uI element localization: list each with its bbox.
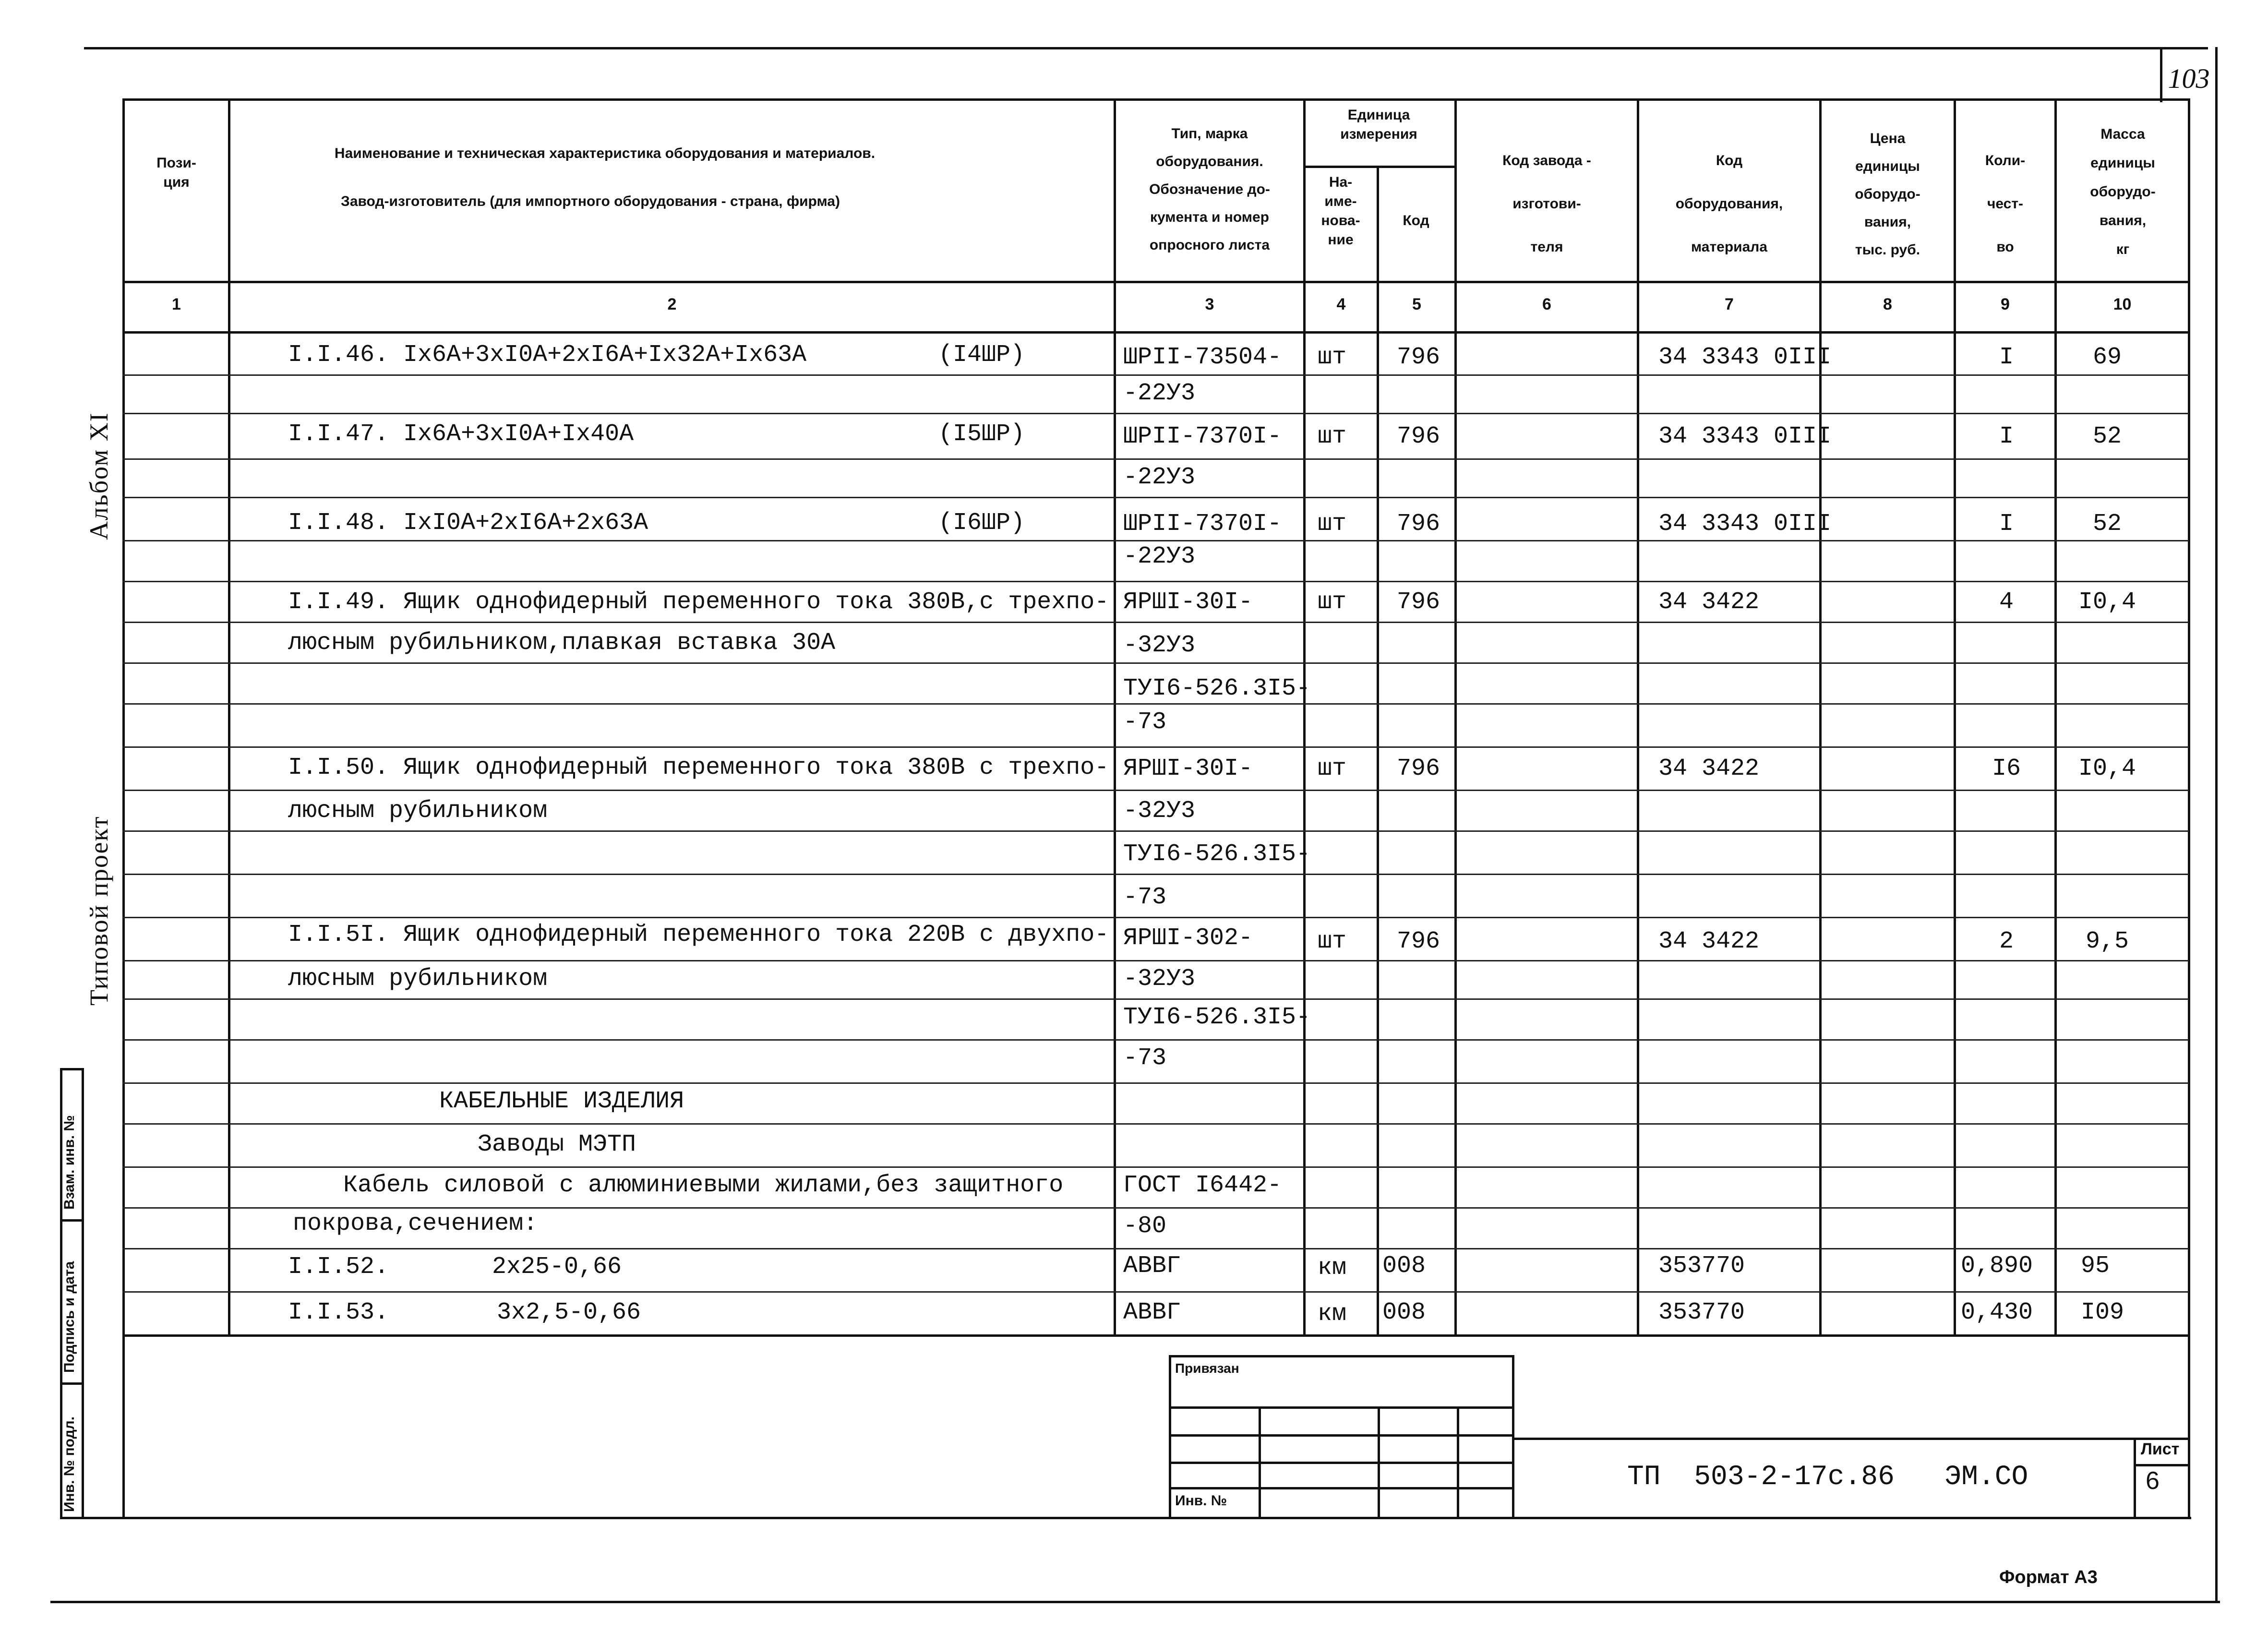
- row-line: [122, 622, 2189, 623]
- row-46-code: 796: [1397, 344, 1440, 371]
- header-type: Тип, марка оборудования. Обозначение до- кумента и номер опросного листа: [1149, 126, 1270, 253]
- row-48-tag: (I6ШР): [938, 509, 1025, 537]
- row-51-code: 796: [1397, 928, 1440, 955]
- linked-box-top: [1169, 1355, 1514, 1357]
- row-47-type: ШРII-7370I-: [1123, 423, 1282, 450]
- row-line: [122, 917, 2189, 918]
- row-line: [122, 581, 2189, 582]
- row-line: [122, 703, 2189, 705]
- section-factories: Заводы МЭТП: [478, 1131, 636, 1158]
- inv-no-label: Инв. №: [1175, 1493, 1227, 1509]
- row-48-qty: I: [1999, 510, 2014, 538]
- row-50-name-cont: люсным рубильником: [288, 797, 548, 825]
- row-48-type-cont: -22У3: [1123, 543, 1196, 570]
- linked-box-line3: [1169, 1462, 1514, 1464]
- row-50-tu: ТУI6-526.3I5-: [1123, 840, 1311, 868]
- header-qty: Коли- чест- во: [1985, 153, 2026, 255]
- row-line: [122, 1248, 2189, 1249]
- linked-box-right: [1512, 1355, 1514, 1518]
- row-51-name: I.I.5I. Ящик однофидерный переменного тока 220В с двухпо-: [288, 921, 1109, 948]
- row-52-mass: 95: [2081, 1252, 2110, 1280]
- side-box-replace-inv: Взам. инв. №: [61, 1115, 77, 1210]
- album-label: Альбом XI: [84, 412, 113, 540]
- header-bottom-line: [122, 281, 2189, 283]
- header-equip-code: Код оборудования, материала: [1675, 153, 1783, 255]
- col-num-5: 5: [1412, 295, 1421, 313]
- cable-description-cont: покрова,сечением:: [293, 1210, 538, 1237]
- page-number: 103: [2168, 63, 2210, 94]
- row-49-unit: шт: [1318, 588, 1347, 616]
- row-49-tu: ТУI6-526.3I5-: [1123, 675, 1311, 702]
- row-51-name-cont: люсным рубильником: [288, 965, 548, 993]
- row-47-tag: (I5ШР): [938, 420, 1025, 448]
- header-price: Цена единицы оборудо- вания, тыс. руб.: [1855, 131, 1920, 258]
- col-num-10: 10: [2113, 295, 2132, 313]
- row-51-tu: ТУI6-526.3I5-: [1123, 1004, 1311, 1031]
- side-box-signature-date: Подпись и дата: [61, 1261, 77, 1373]
- row-50-code: 796: [1397, 755, 1440, 782]
- cable-gost: ГОСТ I6442-: [1123, 1172, 1282, 1199]
- row-47-equip-code: 34 3343 0III: [1658, 423, 1832, 450]
- row-line: [122, 874, 2189, 875]
- row-53-qty: 0,430: [1961, 1299, 2033, 1326]
- row-53-type: АВВГ: [1123, 1299, 1181, 1326]
- row-53-unit: км: [1318, 1300, 1347, 1328]
- row-51-type-cont: -32У3: [1123, 965, 1196, 993]
- row-47-name: I.I.47. Iх6А+3хI0А+Iх40А: [288, 420, 634, 448]
- linked-box-left: [1169, 1355, 1171, 1518]
- row-50-tu-cont: -73: [1123, 884, 1167, 911]
- header-unit-group: Единица измерения: [1340, 107, 1417, 142]
- right-border-line: [2215, 47, 2218, 1602]
- header-name-line1: Наименование и техническая характеристика оборудования и материалов.: [334, 145, 876, 161]
- row-50-mass: I0,4: [2078, 755, 2136, 782]
- row-49-code: 796: [1397, 588, 1440, 616]
- linked-label: Привязан: [1175, 1361, 1239, 1376]
- col-divider-1: [228, 98, 230, 1337]
- side-box-original-inv: Инв. № подл.: [61, 1416, 77, 1512]
- row-52-code: 008: [1382, 1252, 1426, 1280]
- col-divider-6: [1637, 98, 1639, 1337]
- linked-box-div3: [1457, 1406, 1459, 1517]
- header-name-line2: Завод-изготовитель (для импортного оборудования - страна, фирма): [341, 193, 840, 209]
- row-line: [122, 662, 2189, 664]
- col-num-9: 9: [2001, 295, 2010, 313]
- row-line: [122, 1291, 2189, 1293]
- header-unit-code: Код: [1403, 213, 1429, 228]
- row-49-name: I.I.49. Ящик однофидерный переменного тока 380В,с трехпо-: [288, 588, 1109, 616]
- row-46-qty: I: [1999, 344, 2014, 371]
- row-49-type: ЯРШI-30I-: [1123, 588, 1253, 616]
- row-51-mass: 9,5: [2085, 928, 2129, 955]
- row-49-type-cont: -32У3: [1123, 632, 1196, 659]
- row-47-unit: шт: [1318, 423, 1347, 450]
- row-51-qty: 2: [1999, 928, 2014, 955]
- row-47-type-cont: -22У3: [1123, 464, 1196, 491]
- row-line: [122, 1166, 2189, 1168]
- row-47-mass: 52: [2092, 423, 2122, 450]
- col-divider-2: [1114, 98, 1116, 1337]
- col-num-4: 4: [1336, 295, 1346, 313]
- row-line: [122, 540, 2189, 541]
- row-line: [122, 746, 2189, 748]
- project-label: Типовой проект: [84, 816, 113, 1006]
- row-line: [122, 1207, 2189, 1209]
- row-48-equip-code: 34 3343 0III: [1658, 510, 1832, 538]
- row-51-unit: шт: [1318, 928, 1347, 955]
- header-unit-name: На- име- нова- ние: [1321, 174, 1360, 248]
- row-52-position: I.I.52.: [288, 1253, 389, 1281]
- section-cable-products: КАБЕЛЬНЫЕ ИЗДЕЛИЯ: [439, 1088, 684, 1115]
- side-box-div1: [60, 1219, 84, 1222]
- side-box-div2: [60, 1382, 84, 1385]
- row-53-mass: I09: [2081, 1299, 2124, 1326]
- row-50-equip-code: 34 3422: [1658, 755, 1760, 782]
- row-46-mass: 69: [2092, 344, 2122, 371]
- linked-box-line4: [1169, 1487, 1514, 1489]
- cable-description: Кабель силовой с алюминиевыми жилами,без защитного: [343, 1172, 1064, 1199]
- linked-box-div1: [1259, 1406, 1261, 1517]
- bottom-border-line: [50, 1601, 2220, 1603]
- page-number-box-left: [2160, 47, 2162, 102]
- row-line: [122, 374, 2189, 376]
- col-num-2: 2: [667, 295, 677, 313]
- row-48-unit: шт: [1318, 510, 1347, 538]
- format-label: Формат А3: [1999, 1567, 2098, 1587]
- sheet-box-left: [2134, 1438, 2136, 1519]
- col-num-1: 1: [172, 295, 181, 313]
- row-46-unit: шт: [1318, 344, 1347, 371]
- col-num-3: 3: [1205, 295, 1214, 313]
- row-48-mass: 52: [2092, 510, 2122, 538]
- row-52-unit: км: [1318, 1254, 1347, 1282]
- row-53-spec: 3х2,5-0,66: [497, 1299, 641, 1326]
- linked-box-line1: [1169, 1406, 1514, 1409]
- row-49-tu-cont: -73: [1123, 708, 1167, 736]
- row-line: [122, 497, 2189, 498]
- row-48-name: I.I.48. IхI0А+2хI6А+2х63А: [288, 509, 648, 537]
- row-49-name-cont: люсным рубильником,плавкая вставка 30А: [288, 629, 836, 657]
- col-num-7: 7: [1725, 295, 1734, 313]
- row-line: [122, 998, 2189, 1000]
- row-46-name: I.I.46. Iх6А+3хI0А+2хI6А+Iх32А+Iх63А: [288, 341, 807, 369]
- row-46-equip-code: 34 3343 0III: [1658, 344, 1832, 371]
- row-51-equip-code: 34 3422: [1658, 928, 1760, 955]
- col-num-8: 8: [1883, 295, 1892, 313]
- frame-right-line: [2188, 98, 2190, 1519]
- row-50-unit: шт: [1318, 755, 1347, 782]
- col-divider-9: [2054, 98, 2057, 1337]
- row-50-qty: I6: [1992, 755, 2021, 782]
- row-52-qty: 0,890: [1961, 1252, 2033, 1280]
- row-50-type: ЯРШI-30I-: [1123, 755, 1253, 782]
- sheet-label: Лист: [2141, 1440, 2180, 1458]
- row-49-mass: I0,4: [2078, 588, 2136, 616]
- row-line: [122, 458, 2189, 460]
- row-48-type: ШРII-7370I-: [1123, 510, 1282, 538]
- row-47-code: 796: [1397, 423, 1440, 450]
- row-52-spec: 2х25-0,66: [492, 1253, 622, 1281]
- col-divider-4: [1377, 166, 1379, 1337]
- row-line: [122, 1039, 2189, 1041]
- row-line: [122, 830, 2189, 832]
- header-factory-code: Код завода - изготови- теля: [1502, 153, 1591, 255]
- sheet-box-div: [2134, 1464, 2189, 1466]
- row-46-type-cont: -22У3: [1123, 380, 1196, 407]
- row-48-code: 796: [1397, 510, 1440, 538]
- row-50-type-cont: -32У3: [1123, 797, 1196, 825]
- row-50-name: I.I.50. Ящик однофидерный переменного тока 380В с трехпо-: [288, 754, 1109, 781]
- row-line: [122, 960, 2189, 961]
- header-mass: Масса единицы оборудо- вания, кг: [2090, 126, 2156, 257]
- row-53-position: I.I.53.: [288, 1299, 389, 1326]
- row-49-qty: 4: [1999, 588, 2014, 616]
- row-53-code: 008: [1382, 1299, 1426, 1326]
- row-47-qty: I: [1999, 423, 2014, 450]
- header-position: Пози- ция: [156, 155, 196, 190]
- doc-block-top: [1512, 1438, 2189, 1440]
- linked-box-line2: [1169, 1434, 1514, 1437]
- side-box-right: [82, 1068, 84, 1519]
- row-51-tu-cont: -73: [1123, 1044, 1167, 1072]
- row-line: [122, 413, 2189, 414]
- frame-bottom-line: [60, 1517, 2191, 1519]
- col-num-6: 6: [1542, 295, 1551, 313]
- row-49-equip-code: 34 3422: [1658, 588, 1760, 616]
- row-line: [122, 1082, 2189, 1084]
- row-52-type: АВВГ: [1123, 1252, 1181, 1280]
- document-code: ТП 503-2-17с.86 ЭМ.СО: [1627, 1462, 2028, 1493]
- side-box-top: [60, 1068, 84, 1070]
- linked-box-div2: [1378, 1406, 1380, 1517]
- row-46-type: ШРII-73504-: [1123, 344, 1282, 371]
- sheet-number: 6: [2146, 1467, 2160, 1495]
- col-divider-5: [1454, 98, 1457, 1337]
- col-divider-7: [1819, 98, 1822, 1337]
- cable-gost-cont: -80: [1123, 1212, 1167, 1240]
- col-divider-8: [1954, 98, 1956, 1337]
- table-top-line: [122, 98, 2189, 101]
- row-line: [122, 1123, 2189, 1125]
- row-46-tag: (I4ШР): [938, 341, 1025, 369]
- numbers-bottom-line: [122, 331, 2189, 334]
- unit-group-divider: [1303, 166, 1456, 168]
- col-divider-3: [1303, 98, 1306, 1337]
- row-52-equip-code: 353770: [1658, 1252, 1745, 1280]
- row-51-type: ЯРШI-302-: [1123, 924, 1253, 952]
- row-53-equip-code: 353770: [1658, 1299, 1745, 1326]
- table-bottom-line: [122, 1334, 2189, 1337]
- top-border-line: [84, 47, 2208, 49]
- row-line: [122, 790, 2189, 791]
